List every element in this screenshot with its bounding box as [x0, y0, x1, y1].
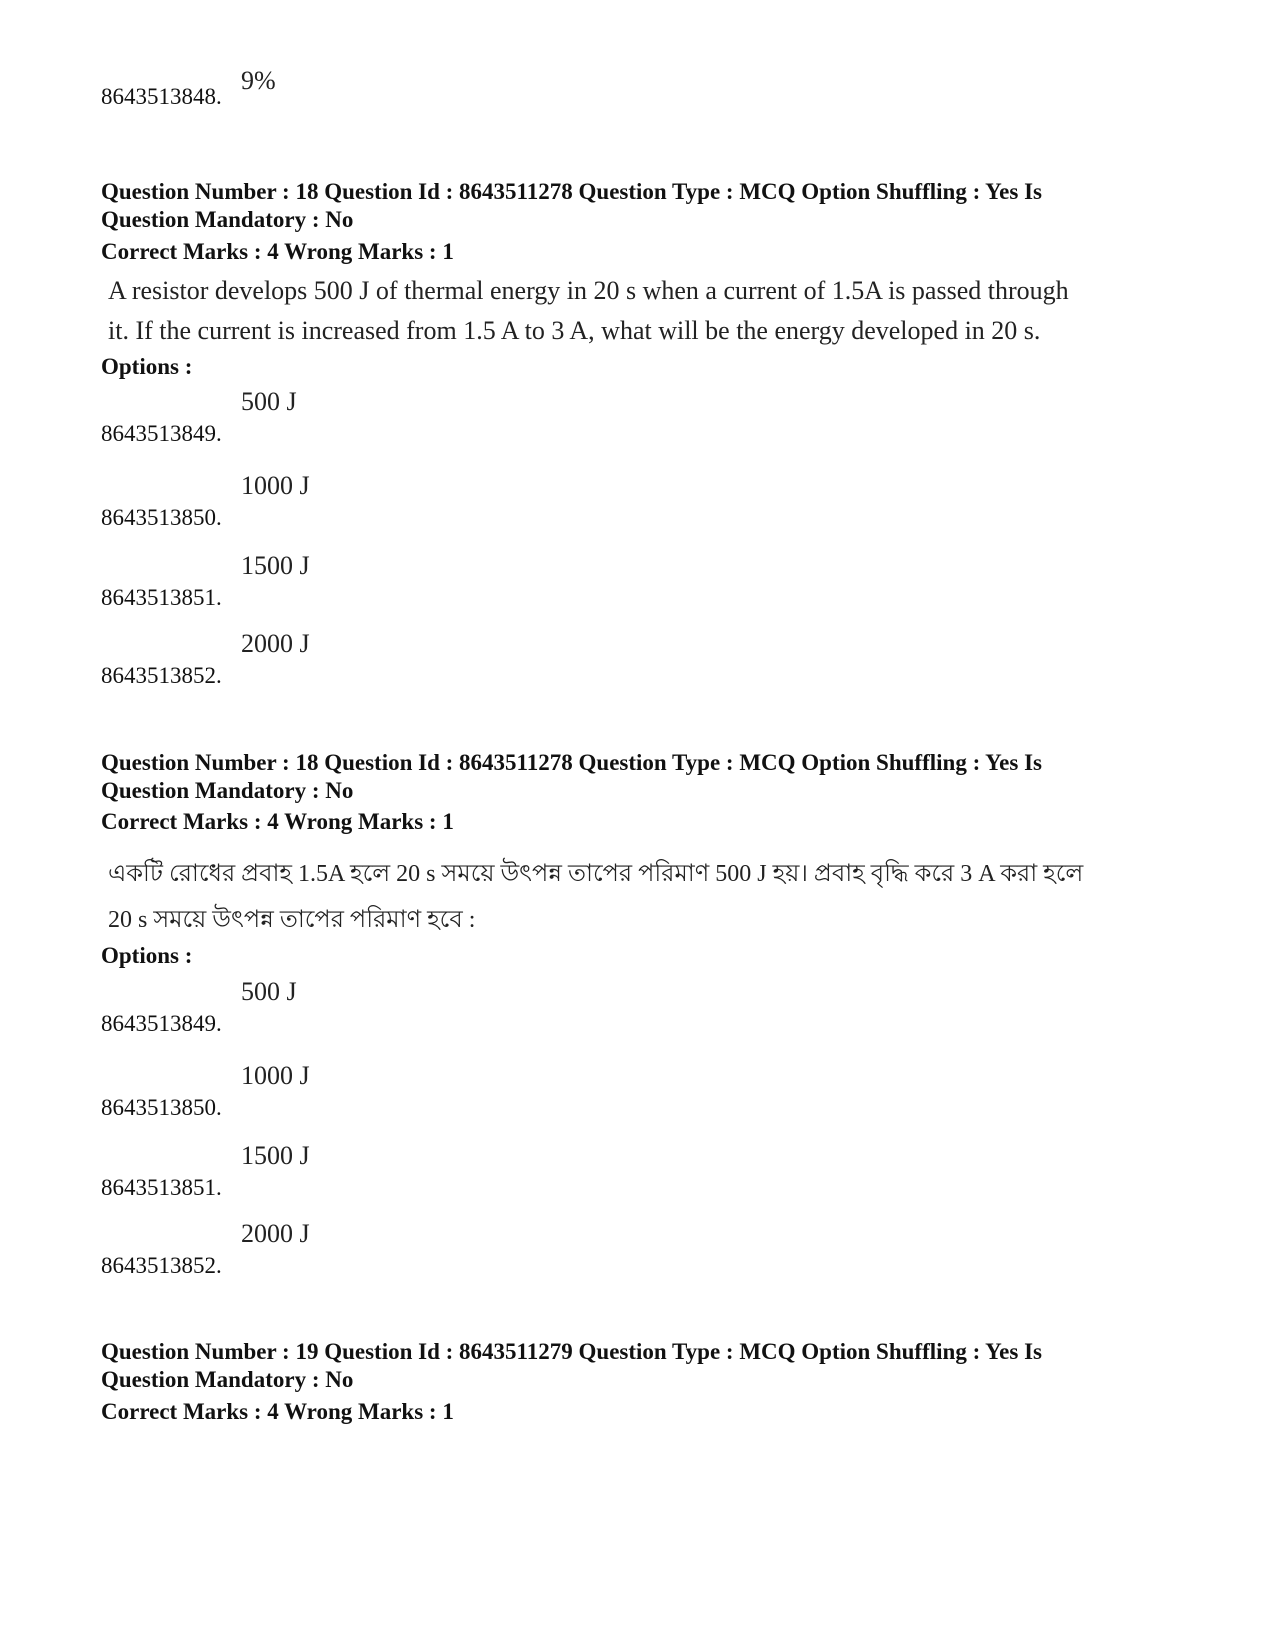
option-id: 8643513849.: [101, 1011, 222, 1036]
question-header-line-2: Question Mandatory : No: [101, 778, 354, 803]
option-id: 8643513851.: [101, 585, 222, 610]
option-item: [101, 387, 501, 447]
question-header-line-1: Question Number : 18 Question Id : 8643511278 Question Type : MCQ Option Shuffling : Yes Is: [101, 750, 1042, 775]
marks-line: Correct Marks : 4 Wrong Marks : 1: [101, 809, 454, 834]
option-value: 1500 J: [241, 551, 310, 580]
question-text-line-1: A resistor develops 500 J of thermal energy in 20 s when a current of 1.5A is passed through: [108, 276, 1069, 305]
option-item: [101, 471, 501, 531]
option-value: 1000 J: [241, 471, 310, 500]
option-prev: [101, 50, 501, 110]
question-header-line-2: Question Mandatory : No: [101, 1367, 354, 1392]
question-text: [108, 271, 1188, 351]
option-value: 1000 J: [241, 1061, 310, 1090]
option-item: [101, 1141, 501, 1201]
option-id: 8643513852.: [101, 663, 222, 688]
option-item: [101, 629, 501, 689]
question-text: [108, 854, 1188, 940]
option-item: [101, 551, 501, 611]
option-item: [101, 1061, 501, 1121]
option-id: 8643513848.: [101, 84, 222, 109]
option-id: 8643513851.: [101, 1175, 222, 1200]
question-header-line-2: Question Mandatory : No: [101, 207, 354, 232]
option-id: 8643513852.: [101, 1253, 222, 1278]
option-item: [101, 1219, 501, 1279]
option-id: 8643513849.: [101, 421, 222, 446]
option-id: 8643513850.: [101, 505, 222, 530]
question-header: [101, 178, 1181, 234]
option-value: 9%: [241, 66, 276, 95]
marks-line: Correct Marks : 4 Wrong Marks : 1: [101, 1399, 454, 1424]
option-item: [101, 977, 501, 1037]
question-text-line-1: একটি রোধের প্রবাহ 1.5A হলে 20 s সময়ে উৎপন্ন তাপের পরিমাণ 500 J হয়। প্রবাহ বৃদ্ধি করে 3 A করা হলে: [108, 861, 1084, 887]
question-header: [101, 1338, 1181, 1394]
option-value: 500 J: [241, 977, 297, 1006]
marks-line: Correct Marks : 4 Wrong Marks : 1: [101, 239, 454, 264]
option-value: 2000 J: [241, 629, 310, 658]
options-label: Options :: [101, 943, 193, 968]
question-text-line-2: it. If the current is increased from 1.5 A to 3 A, what will be the energy developed in 20 s.: [108, 316, 1041, 345]
question-header: [101, 749, 1181, 805]
question-header-line-1: Question Number : 19 Question Id : 8643511279 Question Type : MCQ Option Shuffling : Yes Is: [101, 1339, 1042, 1364]
option-value: 2000 J: [241, 1219, 310, 1248]
option-id: 8643513850.: [101, 1095, 222, 1120]
question-text-line-2: 20 s সময়ে উৎপন্ন তাপের পরিমাণ হবে :: [108, 907, 476, 933]
option-value: 500 J: [241, 387, 297, 416]
options-label: Options :: [101, 354, 193, 379]
question-header-line-1: Question Number : 18 Question Id : 8643511278 Question Type : MCQ Option Shuffling : Yes Is: [101, 179, 1042, 204]
option-value: 1500 J: [241, 1141, 310, 1170]
